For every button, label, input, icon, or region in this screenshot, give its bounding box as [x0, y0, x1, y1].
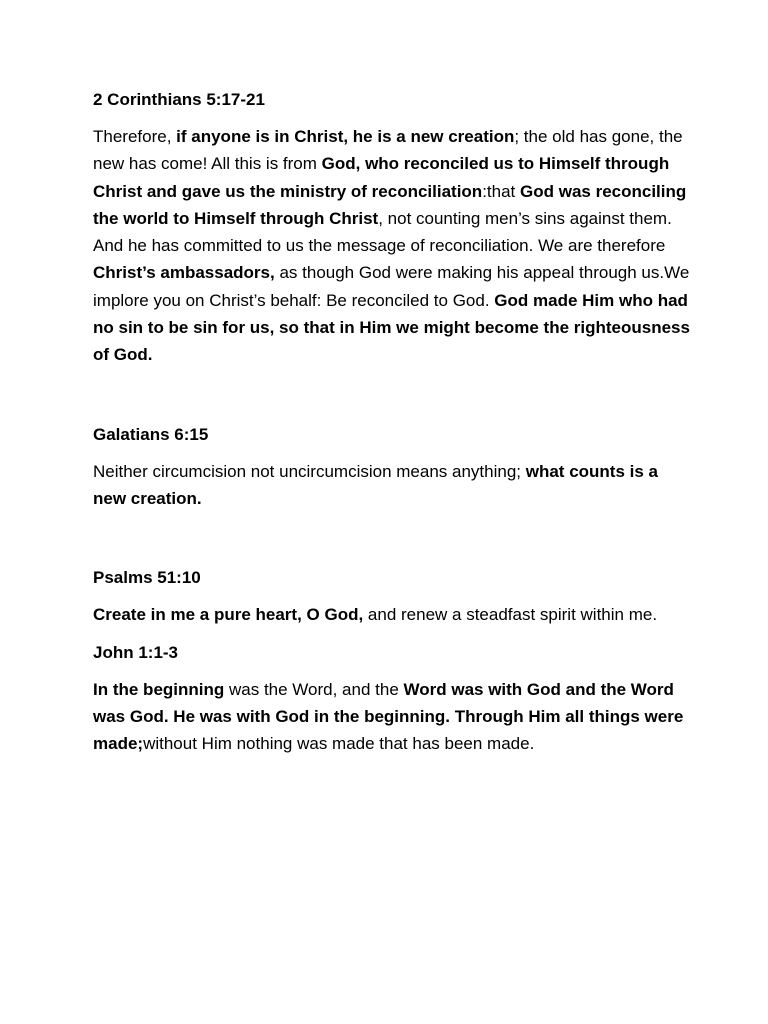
emphasis-segment: Christ’s ambassadors,: [93, 263, 275, 283]
text-segment: without Him nothing was made that has been made.: [143, 734, 535, 754]
text-segment: Therefore,: [93, 127, 177, 146]
passage-text: [93, 458, 693, 513]
emphasis-segment: Create in me a pure heart, O God,: [93, 605, 364, 625]
passage-psalms: [93, 564, 693, 628]
emphasis-segment: God was reconciling the world to Himself through Christ: [93, 181, 687, 228]
emphasis-segment: what counts is a new creation.: [93, 461, 658, 508]
passage-text: [93, 601, 693, 628]
text-segment: Neither circumcision not uncircumcision means anything;: [93, 461, 526, 481]
passage-heading: Psalms 51:10: [93, 568, 201, 588]
text-segment: , not counting men’s sins against them. And he has committed to us the message of reconciliation. We are therefore: [93, 208, 672, 256]
emphasis-segment: God, who reconciled us to Himself through Christ and gave us the ministry of reconciliation: [93, 154, 670, 201]
passage-text: [93, 123, 693, 369]
passage-galatians: [93, 421, 693, 513]
passage-heading: 2 Corinthians 5:17-21: [93, 90, 265, 109]
passage-text: [93, 676, 693, 758]
text-segment: and renew a steadfast spirit within me.: [363, 605, 658, 625]
passage-heading: John 1:1-3: [93, 642, 179, 662]
text-segment: was the Word, and the: [224, 679, 404, 699]
text-segment: ; the old has gone, the new has come! All this is from: [93, 127, 683, 174]
emphasis-segment: Word was with God and the Word was God. He was with God in the beginning. Through Him all things were made;: [93, 679, 684, 754]
emphasis-segment: God made Him who had no sin to be sin for us, so that in Him we might become the righteousness of God.: [93, 290, 690, 365]
passage-heading: Galatians 6:15: [93, 424, 209, 444]
text-segment: :that: [482, 181, 521, 201]
passage-2-corinthians: [93, 86, 693, 369]
text-segment: as though God were making his appeal through us.We implore you on Christ’s behalf: Be reconciled to God.: [93, 263, 690, 310]
emphasis-segment: if anyone is in Christ, he is a new creation: [176, 127, 515, 146]
document-body: [93, 86, 693, 757]
passage-john: [93, 639, 693, 758]
emphasis-segment: In the beginning: [93, 679, 225, 699]
